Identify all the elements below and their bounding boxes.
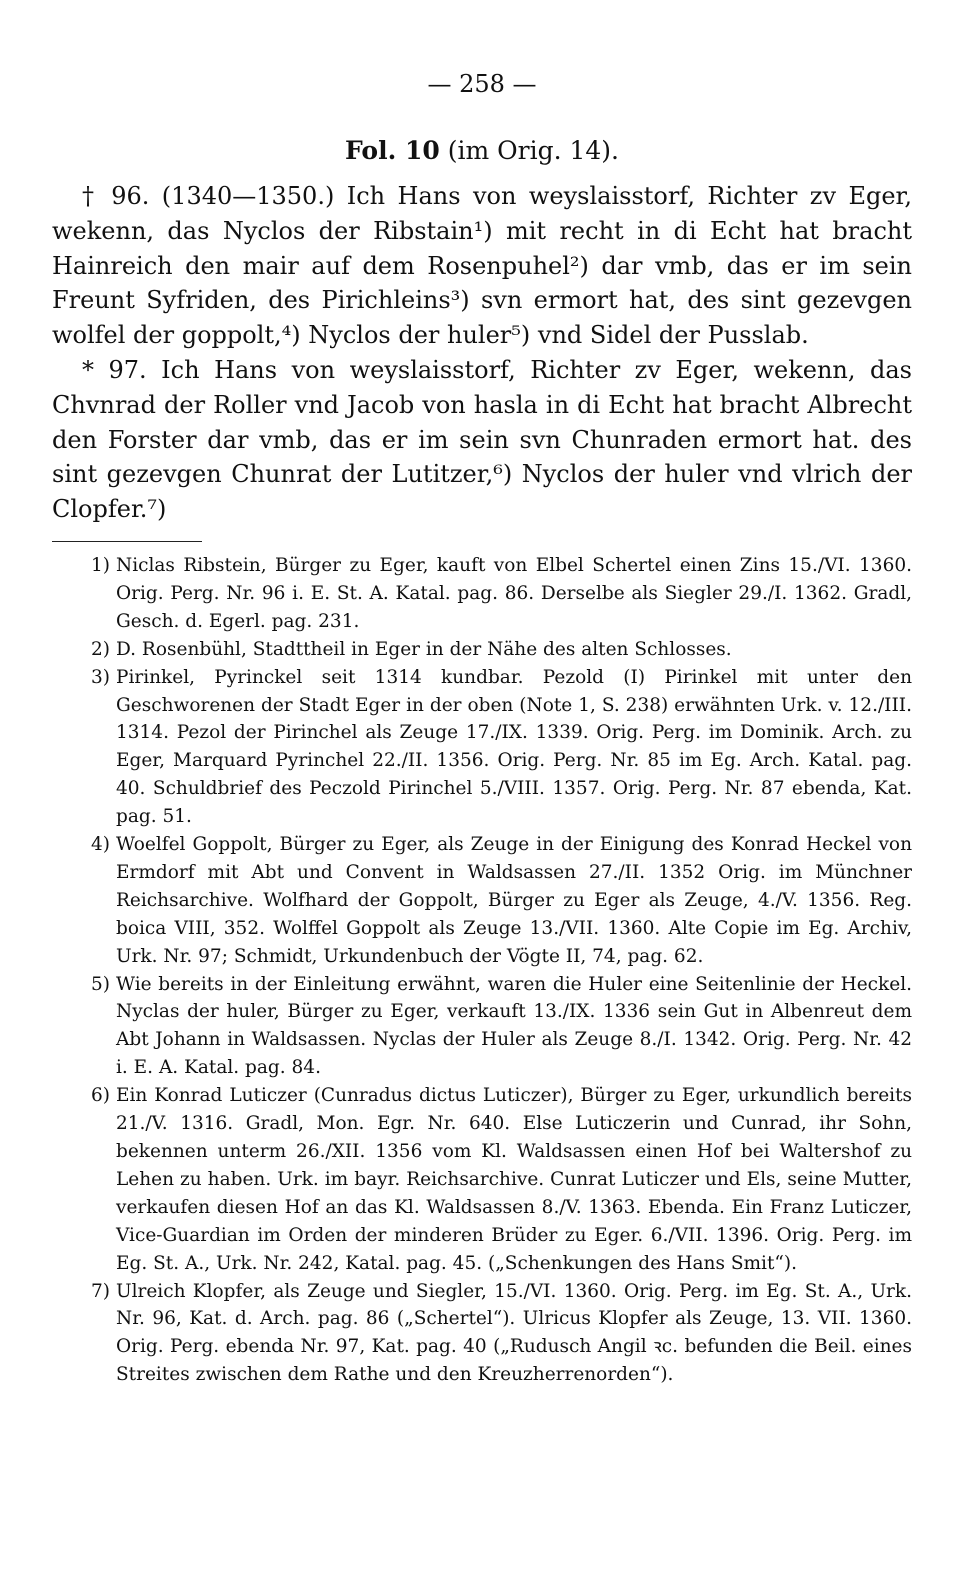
footnote	[52, 636, 912, 664]
footnote	[52, 664, 912, 831]
footnote	[52, 1082, 912, 1277]
footnote	[52, 552, 912, 636]
footnote-text: Pirinkel, Pyrinckel seit 1314 kundbar. Pezold (I) Pirinkel mit unter den Geschworenen der Stadt Eger in der oben (Note 1, S. 238) erwähnten Urk. v. 12./III. 1314. Pezol der Pirinchel als Zeuge 17./IX. 1339. Orig. Perg. im Dominik. Arch. zu Eger, Marquard Pyrinchel 22./II. 1356. Orig. Perg. Nr. 85 im Eg. Arch. Katal. pag. 40. Schuldbrief des Peczold Pirinchel 5./VIII. 1357. Orig. Perg. Nr. 87 ebenda, Kat. pag. 51.	[116, 666, 912, 828]
footnote-number: 2)	[91, 638, 110, 660]
footnote-text: Ein Konrad Luticzer (Cunradus dictus Luticzer), Bürger zu Eger, urkundlich bereits 21./V. 1316. Gradl, Mon. Egr. Nr. 640. Else Luticzerin und Cunrad, ihr Sohn, bekennen unterm 26./XII. 1356 vom Kl. Waldsassen einen Hof bei Waltershof zu Lehen zu haben. Urk. im bayr. Reichsarchive. Cunrat Luticzer und Els, seine Mutter, verkaufen diesen Hof an das Kl. Waldsassen 8./V. 1363. Ebenda. Ein Franz Luticzer, Vice-Guardian im Orden der minderen Brüder zu Eger. 6./VII. 1396. Orig. Perg. im Eg. St. A., Urk. Nr. 242, Katal. pag. 45. („Schenkungen des Hans Smit“).	[116, 1085, 912, 1274]
footnote-number: 6)	[91, 1085, 110, 1107]
page-number: — 258 —	[427, 70, 537, 98]
footnote-text: Niclas Ribstein, Bürger zu Eger, kauft von Elbel Schertel einen Zins 15./VI. 1360. Orig. Perg. Nr. 96 i. E. St. A. Katal. pag. 86. Derselbe als Siegler 29./I. 1362. Gradl, Gesch. d. Egerl. pag. 231.	[116, 554, 912, 632]
footnote-divider	[52, 541, 202, 542]
footnote-number: 3)	[91, 666, 110, 688]
footnote-text: Wie bereits in der Einleitung erwähnt, waren die Huler eine Seitenlinie der Heckel. Nyclas der huler, Bürger zu Eger, verkauft 13./IX. 1336 sein Gut in Albenreut dem Abt Johann in Waldsassen. Nyclas der Huler als Zeuge 8./I. 1342. Orig. Perg. Nr. 42 i. E. A. Katal. pag. 84.	[116, 973, 912, 1079]
footnote-text: D. Rosenbühl, Stadttheil in Eger in der Nähe des alten Schlosses.	[116, 638, 732, 660]
footnote-number: 4)	[91, 834, 110, 856]
footnote	[52, 971, 912, 1083]
footnote	[52, 1278, 912, 1390]
entry-96: † 96. (1340—1350.) Ich Hans von weyslaisstorf, Richter zv Eger, wekenn, das Nyclos der Ribstain¹) mit recht in di Echt hat bracht Hainreich den mair auf dem Rosenpuhel²) dar vmb, das er im sein Freunt Syfriden, des Pirichleins³) svn ermort hat, des sint gezevgen wolfel der goppolt,⁴) Nyclos der huler⁵) vnd Sidel der Pusslab.	[52, 182, 912, 350]
footnote-number: 5)	[91, 973, 110, 995]
footnote-number: 7)	[91, 1280, 110, 1302]
folio-heading-rest: (im Orig. 14).	[439, 136, 619, 165]
folio-heading	[52, 136, 912, 165]
entry-97: * 97. Ich Hans von weyslaisstorf, Richter zv Eger, wekenn, das Chvnrad der Roller vnd Jacob von hasla in di Echt hat bracht Albrecht den Forster dar vmb, das er im sein svn Chunraden ermort hat. des sint gezevgen Chunrat der Lutitzer,⁶) Nyclos der huler vnd vlrich der Clopfer.⁷)	[52, 355, 912, 524]
footnote	[52, 831, 912, 971]
entries	[52, 179, 912, 527]
footnote-text: Ulreich Klopfer, als Zeuge und Siegler, 15./VI. 1360. Orig. Perg. im Eg. St. A., Urk. Nr. 96, Kat. d. Arch. pag. 86 („Schertel“). Ulricus Klopfer als Zeuge, 13. VII. 1360. Orig. Perg. ebenda Nr. 97, Kat. pag. 40 („Rudusch Angil ꝛc. befunden die Beil. eines Streites zwischen dem Rathe und den Kreuzherrenorden“).	[116, 1280, 912, 1386]
footnote-text: Woelfel Goppolt, Bürger zu Eger, als Zeuge in der Einigung des Konrad Heckel von Ermdorf mit Abt und Convent in Waldsassen 27./II. 1352 Orig. im Münchner Reichsarchive. Wolfhard der Goppolt, Bürger zu Eger als Zeuge, 4./V. 1356. Reg. boica VIII, 352. Wolffel Goppolt als Zeuge 13./VII. 1360. Alte Copie im Eg. Archiv, Urk. Nr. 97; Schmidt, Urkundenbuch der Vögte II, 74, pag. 62.	[116, 834, 912, 967]
footnote-number: 1)	[91, 554, 110, 576]
folio-heading-bold: Fol. 10	[345, 136, 440, 165]
footnotes	[52, 552, 912, 1389]
document-page	[52, 70, 912, 1389]
